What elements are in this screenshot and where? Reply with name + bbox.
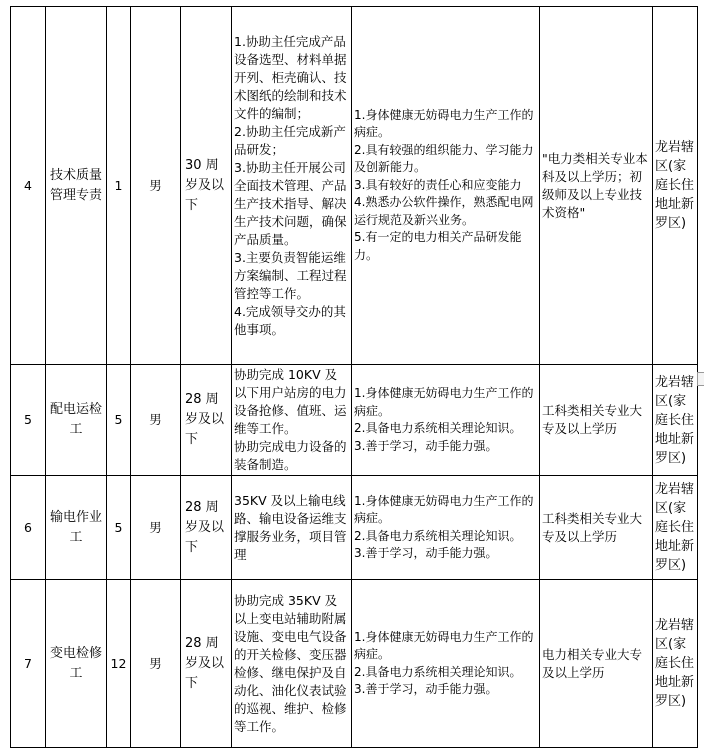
work-location: 龙岩辖区(家庭长住地址新罗区) xyxy=(653,365,698,476)
job-title: 输电作业工 xyxy=(46,476,107,580)
job-duties: 1.协助主任完成产品设备选型、材料单据开列、柜壳确认、技术图纸的绘制和技术文件的编制； 2.协助主任完成新产品研发； 3.协助主任开展公司全面技术管理、产品生产技术指导、解决生产技术问题，确保产品质量。 3.主要负责智能运维方案编制、工程过程管控等工作。 4.完成领导交办的其他事项。 xyxy=(232,7,352,365)
qualification: 电力相关专业大专及以上学历 xyxy=(540,580,653,748)
qualification: "电力类相关专业本科及以上学历；初级师及以上专业技术资格" xyxy=(540,7,653,365)
recruitment-table xyxy=(10,6,698,748)
gender: 男 xyxy=(131,580,181,748)
age-limit: 28 周岁及以下 xyxy=(181,580,232,748)
age-limit: 28 周岁及以下 xyxy=(181,365,232,476)
table-row xyxy=(11,580,698,748)
gender: 男 xyxy=(131,365,181,476)
work-location: 龙岩辖区(家庭长住地址新罗区) xyxy=(653,580,698,748)
row-number: 5 xyxy=(11,365,46,476)
scroll-edge-handle[interactable] xyxy=(697,372,704,386)
job-requirements: 1.身体健康无妨碍电力生产工作的病症。 2.具备电力系统相关理论知识。 3.善于学习，动手能力强。 xyxy=(352,476,540,580)
table-row xyxy=(11,476,698,580)
job-title: 配电运检工 xyxy=(46,365,107,476)
job-title: 技术质量管理专责 xyxy=(46,7,107,365)
job-duties: 35KV 及以上输电线路、输电设备运维支撑服务业务，项目管理 xyxy=(232,476,352,580)
age-limit: 30 周岁及以下 xyxy=(181,7,232,365)
qualification: 工科类相关专业大专及以上学历 xyxy=(540,476,653,580)
work-location: 龙岩辖区(家庭长住地址新罗区) xyxy=(653,7,698,365)
headcount: 1 xyxy=(107,7,131,365)
row-number: 6 xyxy=(11,476,46,580)
job-duties: 协助完成 35KV 及以上变电站辅助附属设施、变电电气设备的开关检修、变压器检修、继电保护及自动化、油化仪表试验的巡视、维护、检修等工作。 xyxy=(232,580,352,748)
headcount: 5 xyxy=(107,365,131,476)
headcount: 5 xyxy=(107,476,131,580)
job-duties: 协助完成 10KV 及以下用户站房的电力设备抢修、值班、运维等工作。 协助完成电力设备的装备制造。 xyxy=(232,365,352,476)
age-limit: 28 周岁及以下 xyxy=(181,476,232,580)
job-requirements: 1.身体健康无妨碍电力生产工作的病症。 2.具备电力系统相关理论知识。 3.善于学习，动手能力强。 xyxy=(352,580,540,748)
table-row xyxy=(11,365,698,476)
row-number: 7 xyxy=(11,580,46,748)
gender: 男 xyxy=(131,476,181,580)
job-title: 变电检修工 xyxy=(46,580,107,748)
qualification: 工科类相关专业大专及以上学历 xyxy=(540,365,653,476)
table-row xyxy=(11,7,698,365)
work-location: 龙岩辖区(家庭长住地址新罗区) xyxy=(653,476,698,580)
job-requirements: 1.身体健康无妨碍电力生产工作的病症。 2.具备电力系统相关理论知识。 3.善于学习，动手能力强。 xyxy=(352,365,540,476)
job-requirements: 1.身体健康无妨碍电力生产工作的病症。 2.具有较强的组织能力、学习能力及创新能力。 3.具有较好的责任心和应变能力 4.熟悉办公软件操作，熟悉配电网运行规范及新兴业务。 5.有一定的电力相关产品研发能力。 xyxy=(352,7,540,365)
headcount: 12 xyxy=(107,580,131,748)
gender: 男 xyxy=(131,7,181,365)
row-number: 4 xyxy=(11,7,46,365)
